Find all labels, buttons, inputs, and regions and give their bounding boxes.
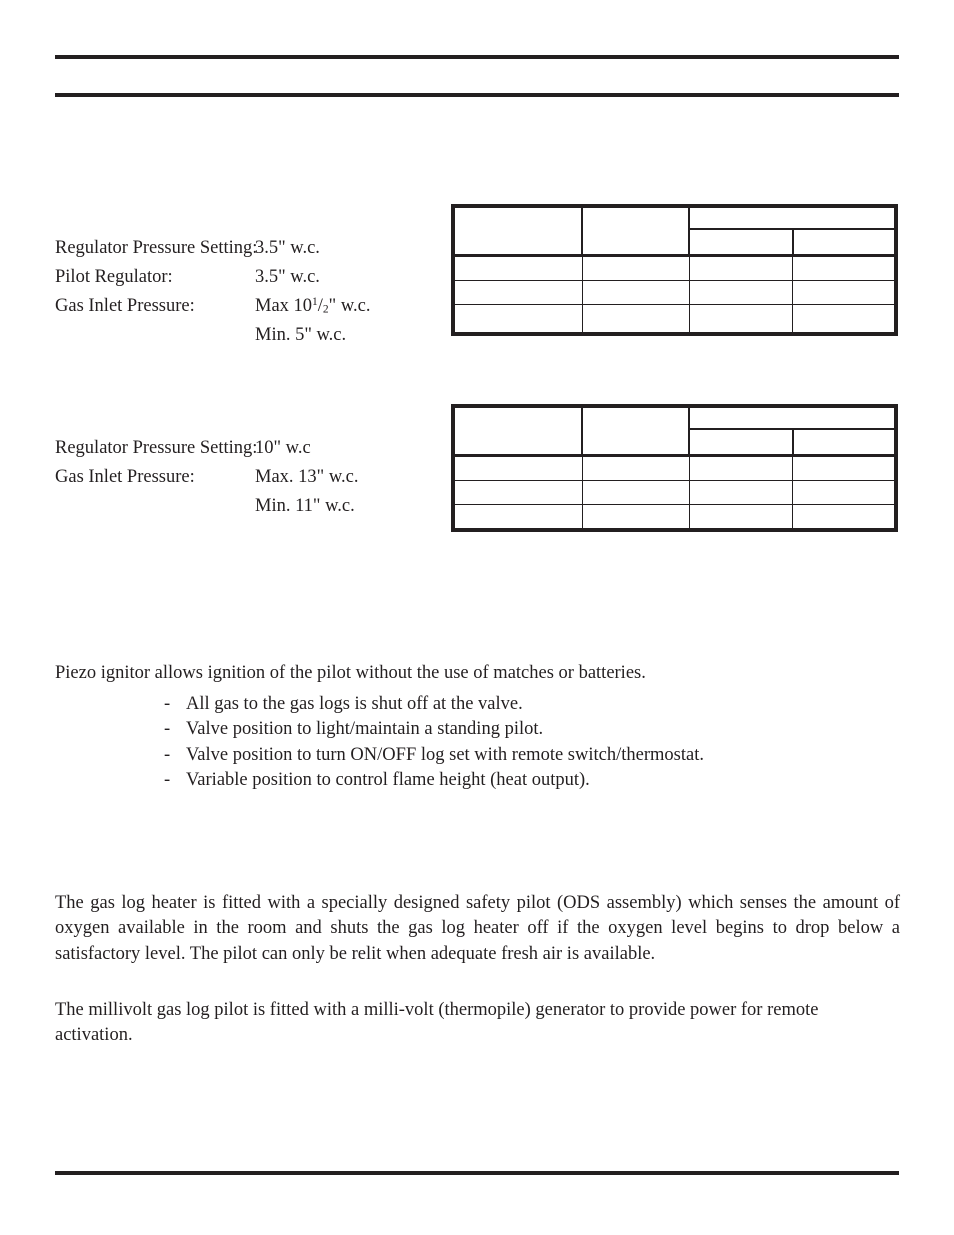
- spec-block-propane-lp: [55, 434, 358, 521]
- dash-marker-icon: -: [164, 694, 171, 714]
- list-item-label: Valve position to turn ON/OFF log set with remote switch/thermostat.: [186, 744, 704, 765]
- spec-value-suffix: " w.c.: [328, 296, 371, 316]
- header-rule-lower: [55, 93, 899, 97]
- table-header-cell: [582, 406, 689, 456]
- spec-value: Min. 11" w.c.: [255, 496, 355, 516]
- table-row: [453, 305, 896, 335]
- page-header: [55, 59, 899, 93]
- piezo-ignitor-paragraph: Piezo ignitor allows ignition of the pilot without the use of matches or batteries.: [55, 662, 646, 683]
- footer-rule: [55, 1171, 899, 1175]
- table-cell: [793, 305, 897, 335]
- table-cell: [689, 305, 793, 335]
- list-item: [164, 717, 864, 742]
- spec-label: Gas Inlet Pressure:: [55, 467, 195, 487]
- table-header-cell: [453, 406, 582, 456]
- table-row: [453, 281, 896, 305]
- table-header-cell: [582, 206, 689, 256]
- table-cell: [689, 256, 793, 281]
- spec-label: Regulator Pressure Setting:: [55, 238, 258, 258]
- table-row: [453, 456, 896, 481]
- spec-value: Min. 5" w.c.: [255, 325, 347, 345]
- table-cell: [793, 281, 897, 305]
- table-subheader-cell: [793, 229, 897, 256]
- ods-assembly-paragraph: The gas log heater is fitted with a specially designed safety pilot (ODS assembly) which senses the amount of oxygen available in the room and shuts the gas log heater off if the oxygen level begins to drop below a satisfactory level. The pilot can only be relit when adequate fresh air is available.: [55, 892, 900, 964]
- table-row: [453, 481, 896, 505]
- fraction-denominator: 2: [322, 303, 329, 316]
- table-cell: [582, 505, 689, 531]
- dash-marker-icon: -: [164, 744, 171, 765]
- fraction-numerator: 1: [312, 296, 318, 309]
- list-item: [164, 743, 864, 768]
- table-cell: [582, 305, 689, 335]
- table-cell: [453, 505, 582, 531]
- spec-label: Regulator Pressure Setting:: [55, 438, 258, 458]
- table-header-group-cell: [689, 406, 896, 429]
- spec-row: [55, 234, 370, 263]
- millivolt-pilot-paragraph: The millivolt gas log pilot is fitted with a milli-volt (thermopile) generator to provide power for remote activation.: [55, 999, 819, 1045]
- natural-gas-spec-table: [451, 204, 898, 336]
- dash-marker-icon: -: [164, 719, 171, 740]
- table-cell: [689, 481, 793, 505]
- table-subheader-cell: [689, 429, 793, 456]
- table-cell: [793, 456, 897, 481]
- list-item-label: All gas to the gas logs is shut off at the valve.: [186, 694, 523, 714]
- table-cell: [582, 456, 689, 481]
- spec-row: [55, 434, 358, 463]
- valve-position-list: [164, 692, 864, 794]
- spec-row: [55, 463, 358, 492]
- table-header-group-cell: [689, 206, 896, 229]
- spec-value-base: Max 10: [255, 296, 313, 316]
- propane-lp-spec-table: [451, 404, 898, 532]
- table-cell: [582, 481, 689, 505]
- table-cell: [453, 456, 582, 481]
- table-cell: [453, 281, 582, 305]
- spec-label: Gas Inlet Pressure:: [55, 296, 195, 316]
- table-header-row: [453, 406, 896, 429]
- spec-row: [55, 321, 370, 350]
- list-item-label: Variable position to control flame height (heat output).: [186, 770, 590, 791]
- dash-marker-icon: -: [164, 770, 171, 791]
- spec-row: [55, 263, 370, 292]
- table-subheader-cell: [793, 429, 897, 456]
- table-cell: [793, 505, 897, 531]
- spec-value: 3.5" w.c.: [255, 267, 320, 287]
- table-cell: [689, 281, 793, 305]
- spec-value: Max. 13" w.c.: [255, 467, 359, 487]
- table-subheader-cell: [689, 229, 793, 256]
- list-item: [164, 692, 864, 717]
- table-cell: [689, 505, 793, 531]
- table-cell: [453, 305, 582, 335]
- table-cell: [582, 281, 689, 305]
- list-item: [164, 768, 864, 793]
- table-cell: [689, 456, 793, 481]
- table-cell: [793, 481, 897, 505]
- table-cell: [453, 256, 582, 281]
- spec-value: 10" w.c: [255, 438, 311, 458]
- spec-value-fraction: Max $10^1/_2$" w.c.: [255, 296, 371, 316]
- table-cell: [453, 481, 582, 505]
- table-header-cell: [453, 206, 582, 256]
- table-row: [453, 505, 896, 531]
- spec-value: 3.5" w.c.: [255, 238, 320, 258]
- table-cell: [582, 256, 689, 281]
- spec-row: [55, 492, 358, 521]
- table-header-row: [453, 206, 896, 229]
- spec-block-natural-gas: [55, 234, 370, 350]
- table-cell: [793, 256, 897, 281]
- table-row: [453, 256, 896, 281]
- spec-row: [55, 292, 370, 321]
- list-item-label: Valve position to light/maintain a standing pilot.: [186, 719, 544, 740]
- spec-label: Pilot Regulator:: [55, 267, 173, 287]
